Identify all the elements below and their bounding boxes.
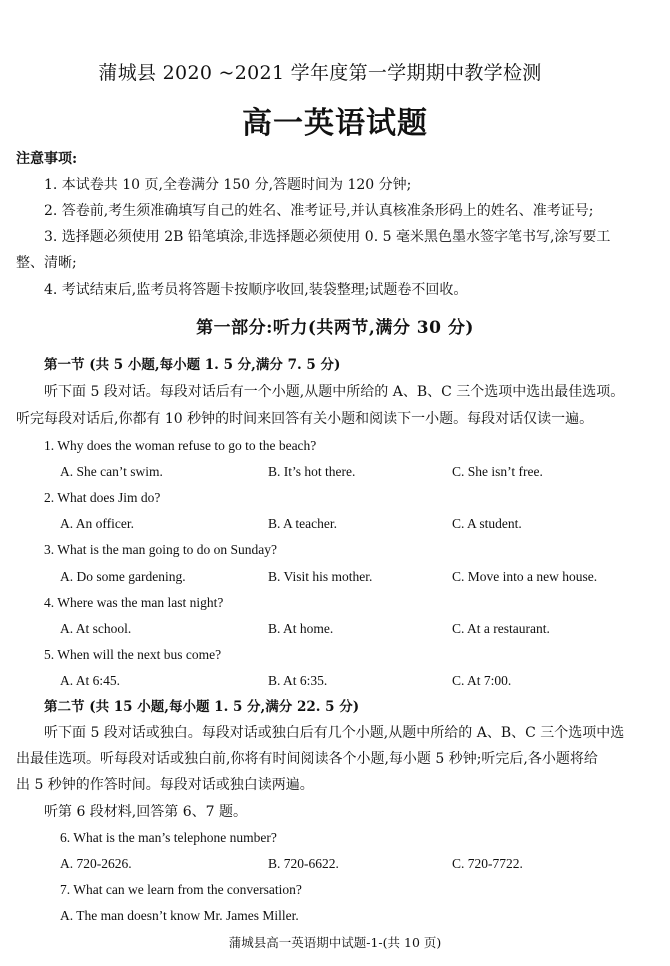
option-c: C. A student. — [452, 516, 522, 531]
option-a: A. She can’t swim. — [60, 464, 163, 479]
notice-item: 1. 本试卷共 10 页,全卷满分 150 分,答题时间为 120 分钟; — [44, 177, 412, 193]
part-one-title: 第一部分:听力(共两节,满分 30 分) — [196, 318, 474, 338]
section-one-heading: 第一节 (共 5 小题,每小题 1. 5 分,满分 7. 5 分) — [44, 357, 341, 373]
question-text: 6. What is the man’s telephone number? — [60, 830, 277, 845]
material-note: 听第 6 段材料,回答第 6、7 题。 — [44, 804, 247, 820]
section-two-heading: 第二节 (共 15 小题,每小题 1. 5 分,满分 22. 5 分) — [44, 699, 360, 715]
option-a: A. The man doesn’t know Mr. James Miller. — [60, 908, 299, 923]
option-a: A. At school. — [60, 621, 132, 636]
notice-heading: 注意事项: — [16, 151, 78, 167]
option-b: B. At home. — [268, 621, 334, 636]
option-c: C. Move into a new house. — [452, 569, 598, 584]
option-b: B. A teacher. — [268, 516, 337, 531]
question-text: 1. Why does the woman refuse to go to the beach? — [44, 438, 317, 453]
option-b: B. 720-6622. — [268, 856, 339, 871]
section-one-intro: 听完每段对话后,你都有 10 秒钟的时间来回答有关小题和阅读下一小题。每段对话仅读一遍。 — [16, 411, 594, 427]
option-c: C. 720-7722. — [452, 856, 523, 871]
option-a: A. Do some gardening. — [60, 569, 186, 584]
notice-item: 3. 选择题必须使用 2B 铅笔填涂,非选择题必须使用 0. 5 毫米黑色墨水签字笔书写,涂写要工 — [44, 229, 611, 245]
option-c: C. She isn’t free. — [452, 464, 543, 479]
notice-item: 4. 考试结束后,监考员将答题卡按顺序收回,装袋整理;试题卷不回收。 — [44, 282, 468, 298]
section-two-intro: 出最佳选项。听每段对话或独白前,你将有时间阅读各个小题,每小题 5 秒钟;听完后,各小题将给 — [16, 751, 598, 767]
option-b: B. At 6:35. — [268, 673, 328, 688]
exam-subtitle: 蒲城县 2020 ~2021 学年度第一学期期中教学检测 — [98, 62, 542, 84]
option-b: B. It’s hot there. — [268, 464, 356, 479]
option-a: A. 720-2626. — [60, 856, 132, 871]
option-c: C. At a restaurant. — [452, 621, 550, 636]
question-text: 7. What can we learn from the conversation? — [60, 882, 302, 897]
notice-item: 整、清晰; — [16, 255, 77, 271]
exam-title: 高一英语试题 — [242, 106, 428, 141]
page-footer: 蒲城县高一英语期中试题-1-(共 10 页) — [228, 935, 442, 950]
question-text: 5. When will the next bus come? — [44, 647, 222, 662]
notice-item: 2. 答卷前,考生须准确填写自己的姓名、准考证号,并认真核准条形码上的姓名、准考证号; — [44, 203, 594, 219]
option-a: A. At 6:45. — [60, 673, 121, 688]
question-text: 3. What is the man going to do on Sunday? — [44, 542, 277, 557]
option-c: C. At 7:00. — [452, 673, 512, 688]
question-text: 2. What does Jim do? — [44, 490, 161, 505]
option-a: A. An officer. — [60, 516, 134, 531]
question-text: 4. Where was the man last night? — [44, 595, 224, 610]
option-b: B. Visit his mother. — [268, 569, 373, 584]
section-two-intro: 出 5 秒钟的作答时间。每段对话或独白读两遍。 — [16, 777, 314, 793]
section-two-intro: 听下面 5 段对话或独白。每段对话或独白后有几个小题,从题中所给的 A、B、C 三个选项中选 — [44, 725, 625, 741]
section-one-intro: 听下面 5 段对话。每段对话后有一个小题,从题中所给的 A、B、C 三个选项中选出最佳选项。 — [44, 384, 625, 400]
